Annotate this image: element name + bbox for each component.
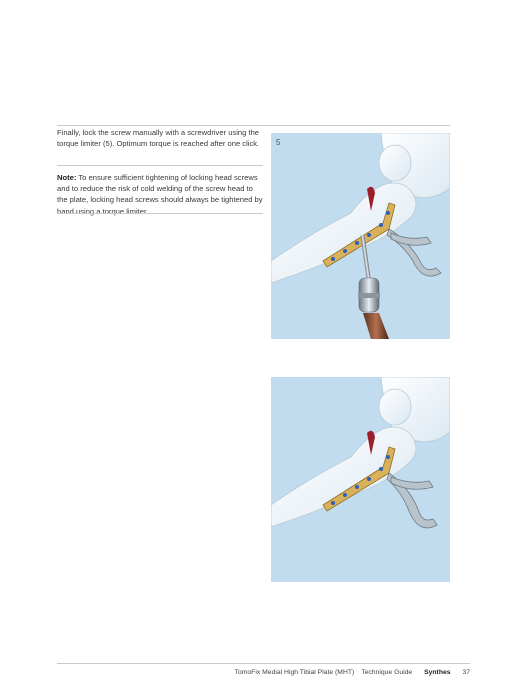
footer-rule [57,663,470,664]
note-bottom-rule [57,213,263,214]
figure-5 [271,133,450,339]
top-rule [57,125,450,126]
footer-brand: Synthes [424,669,451,676]
footer-title: TomoFix Medial High Tibial Plate (MHT) [234,669,355,676]
note-paragraph [57,172,263,217]
screwdriver-handle [363,313,389,339]
condyle [379,145,411,181]
note-top-rule [57,165,263,166]
condyle [379,389,411,425]
footer-guide: Technique Guide [361,669,413,676]
instruction-text: Finally, lock the screw manually with a screwdriver using the torque limiter (5). Optimum torque is reached after one click. [57,128,260,149]
figure-5-illustration [271,133,450,339]
page-number: 37 [462,669,470,676]
footer [235,669,470,676]
note-text: To ensure sufficient tightening of locking head screws and to reduce the risk of cold welding of the screw head to the plate, locking head screws should always be tightened by hand using a torque limiter. [57,173,263,216]
note-label: Note: [57,173,77,182]
figure-6-illustration [271,377,450,582]
figure-number: 5 [276,138,281,147]
figure-6 [271,377,450,582]
